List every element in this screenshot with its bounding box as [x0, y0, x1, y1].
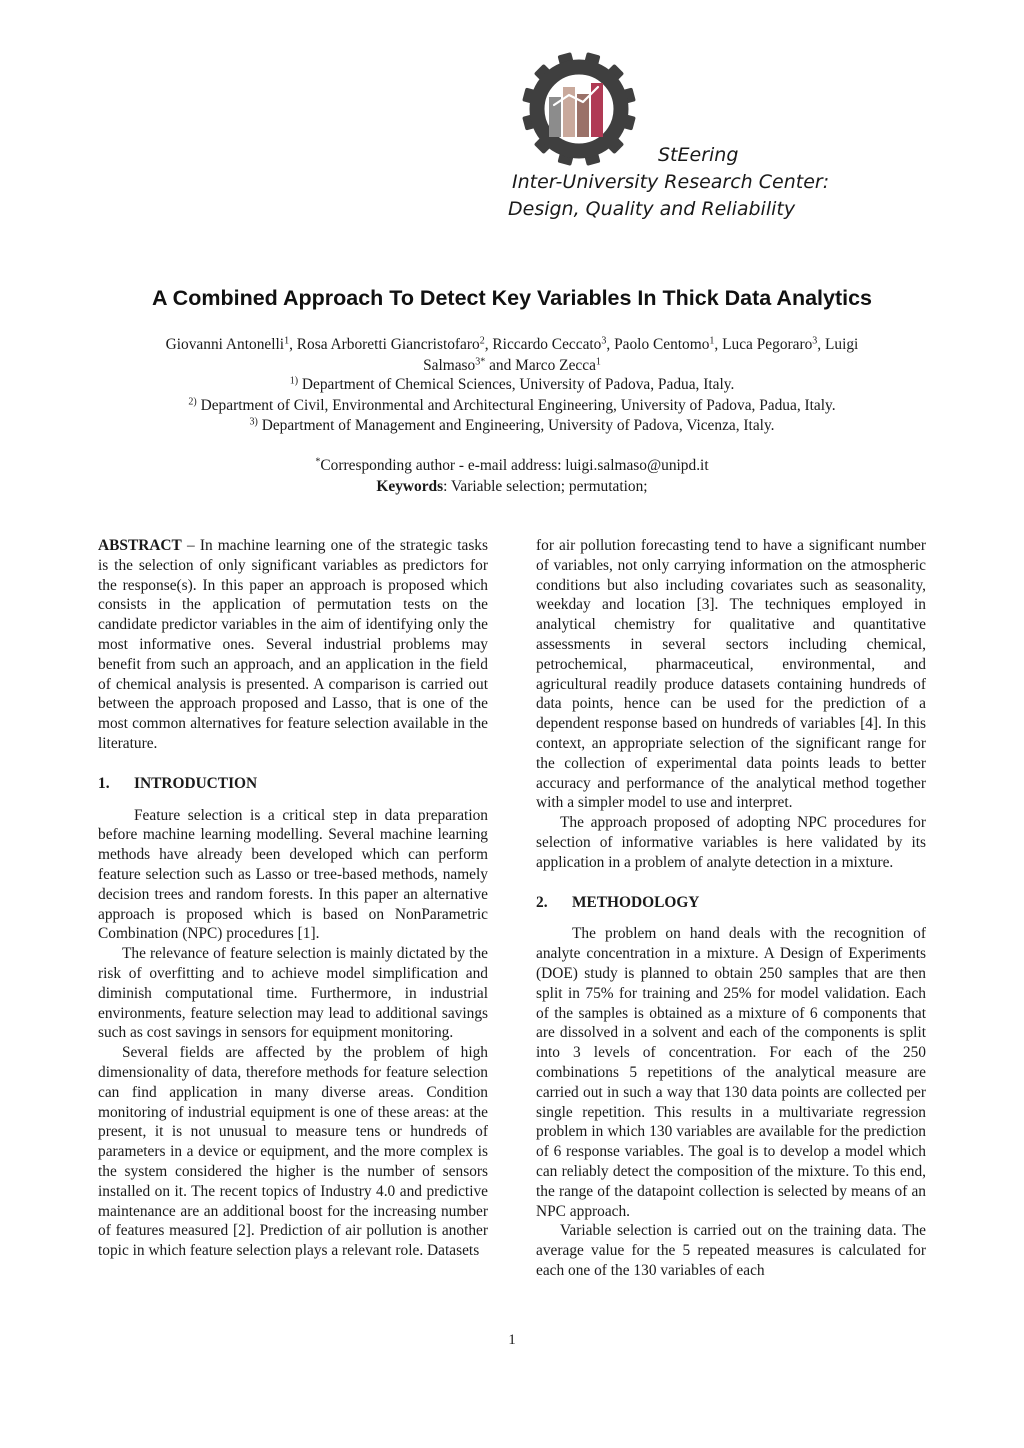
affiliation: $^{3)}$ Department of Management and Engineering, University of Padova, Vicenza, Italy. [249, 416, 775, 434]
center-line: Inter-University Research Center: [512, 171, 830, 193]
paragraph: for air pollution forecasting tend to have a significant number of variables, not only carrying information on the atmospheric conditions but also including covariates such as seasonality, weekday and location [3]. The techniques employed in analytical chemistry for qualitative and quantitative assessments in several sectors including chemical, petrochemical, pharmaceutical, environmental, and agricultural readily produce datasets containing hundreds of data points, hence can be used for the prediction of a dependent response based on hundreds of variables [4]. In this context, an appropriate selection of the significant range for the collection of experimental data points leads to better accuracy and performance of the analytical method together with a simpler model to use and interpret. [536, 537, 926, 812]
affiliation: $^{1)}$ Department of Chemical Sciences, University of Padova, Padua, Italy. [289, 375, 735, 393]
author: Luca Pegoraro$^3$ [722, 335, 818, 353]
paragraph: The approach proposed of adopting NPC procedures for selection of informative variables is here validated by its application in a problem of analyte detection in a mixture. [536, 814, 926, 871]
keywords: Keywords: Variable selection; permutation; [376, 477, 648, 495]
center-line: StEering [658, 144, 739, 166]
affiliation: $^{2)}$ Department of Civil, Environmental and Architectural Engineering, University of Padova, Padua, Italy. [188, 396, 836, 414]
author-list: Giovanni Antonelli$^1$, Rosa Arboretti Giancristofaro$^2$, Riccardo Ceccato$^3$, Paolo Centomo$^1$, Luca Pegoraro$^3$, Luigi Salmaso$^{3*}$ and Marco Zecca$^1$ [165, 335, 859, 374]
paragraph: The problem on hand deals with the recognition of analyte concentration in a mixture. A Design of Experiments (DOE) study is planned to obtain 250 samples that are then split in 75% for training and 25% for model validation. Each of the samples is obtained as a mixture of 6 components that are dissolved in a solvent and each of the components is split into 3 levels of concentration. For each of the 250 combinations 5 repetitions of the analytical measure are carried out in such a way that 130 data points are collected per single repetition. This results in a multivariate regression problem in which 130 variables are available for the prediction of 6 response variables. The goal is to develop a model which can reliably detect the composition of the mixture. To this end, the range of the datapoint collection is selected by means of an NPC approach. [536, 925, 926, 1220]
research-center-name [500, 142, 830, 223]
right-column [536, 536, 926, 1281]
section-heading-introduction: 1. INTRODUCTION [98, 774, 258, 792]
page-number: 1 [508, 1332, 516, 1348]
left-column [98, 536, 488, 1261]
author: Paolo Centomo$^1$ [614, 335, 715, 353]
paragraph: Variable selection is carried out on the training data. The average value for the 5 repeated measures is calculated for each one of the 130 variables of each [536, 1222, 926, 1279]
corresponding-author: *Corresponding author - e-mail address: luigi.salmaso@unipd.it [315, 456, 709, 474]
author: Marco Zecca$^1$ [515, 356, 601, 374]
bar-chart-icon [549, 83, 603, 137]
correspondence [100, 456, 924, 497]
paragraph: Feature selection is a critical step in data preparation before machine learning modelling. Several machine learning methods have already been developed which can perform feature selection such as Lasso or tree-based methods, namely decision trees and random forests. In this paper an alternative approach is proposed which is based on NonParametric Combination (NPC) procedures [1]. [98, 806, 488, 943]
section-heading-methodology: 2. METHODOLOGY [536, 893, 700, 911]
affiliations [100, 375, 924, 437]
center-line: Design, Quality and Reliability [508, 198, 796, 220]
abstract: ABSTRACT – In machine learning one of the strategic tasks is the selection of only significant variables as predictors for the response(s). In this paper an approach is proposed which consists in the application of permutation tests on the candidate predictor variables in the aim of identifying only the most informative ones. Several industrial problems may benefit from such an approach, and an application in the field of chemical analysis is presented. A comparison is carried out between the approach proposed and Lasso, that is one of the most common alternatives for feature selection available in the literature. [98, 537, 488, 752]
paragraph: The relevance of feature selection is mainly dictated by the risk of overfitting and to achieve model simplification and diminish computational time. Furthermore, in industrial environments, feature selection may lead to additional savings such as cost savings in sensors for equipment monitoring. [98, 945, 488, 1042]
author: Rosa Arboretti Giancristofaro$^2$ [296, 335, 485, 353]
author: Riccardo Ceccato$^3$ [492, 335, 607, 353]
paper-title: A Combined Approach To Detect Key Variables In Thick Data Analytics [151, 286, 873, 310]
author: Giovanni Antonelli$^1$ [165, 335, 290, 353]
paragraph: Several fields are affected by the problem of high dimensionality of data, therefore methods for feature selection can find application in many diverse areas. Condition monitoring of industrial equipment is one of these areas: at the present, it is not unusual to measure tens or hundreds of parameters in a device or equipment, and the more complex is the system considered the higher is the number of sensors installed on it. The recent topics of Industry 4.0 and predictive maintenance are an additional boost for the increasing number of features measured [2]. Prediction of air pollution is another topic in which feature selection plays a relevant role. Datasets [98, 1044, 488, 1260]
